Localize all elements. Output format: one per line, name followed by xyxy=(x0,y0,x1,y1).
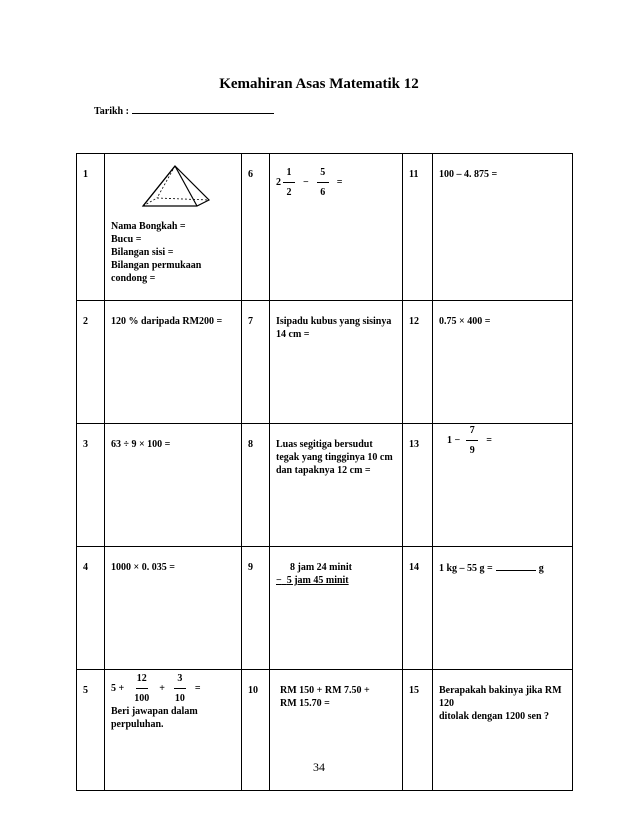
question-number: 8 xyxy=(242,424,270,547)
question-number: 6 xyxy=(242,154,270,301)
text-line: Beri jawapan dalam xyxy=(111,706,198,717)
text-line: ditolak dengan 1200 sen ? xyxy=(439,711,550,722)
page-number: 34 xyxy=(313,760,325,774)
fraction xyxy=(132,672,151,705)
operator: − xyxy=(303,177,309,188)
question-9 xyxy=(270,547,403,670)
operator: + xyxy=(159,683,165,694)
fraction-bar xyxy=(283,182,295,183)
question-number: 9 xyxy=(242,547,270,670)
fraction-bar xyxy=(136,688,148,689)
denominator: 9 xyxy=(469,445,475,456)
question-2: 120 % daripada RM200 = xyxy=(105,301,242,424)
text-line: Bilangan permukaan xyxy=(111,260,202,271)
question-number: 11 xyxy=(403,154,433,301)
question-8 xyxy=(270,424,403,547)
answer-blank xyxy=(496,561,536,571)
numerator: 7 xyxy=(469,425,475,436)
question-7 xyxy=(270,301,403,424)
question-number: 3 xyxy=(77,424,105,547)
fraction xyxy=(317,166,329,199)
denominator: 6 xyxy=(320,187,326,198)
unit: g xyxy=(538,563,544,574)
question-6 xyxy=(270,154,403,301)
worksheet-title: Kemahiran Asas Matematik 12 xyxy=(219,76,419,92)
table-row xyxy=(77,424,573,547)
question-number: 7 xyxy=(242,301,270,424)
question-14 xyxy=(433,547,573,670)
date-blank-line xyxy=(132,104,274,114)
numerator: 12 xyxy=(136,673,147,684)
text-line: RM 150 + RM 7.50 + xyxy=(280,685,370,696)
whole-number: 2 xyxy=(276,177,281,188)
fraction-bar xyxy=(466,440,478,441)
time-line-1: 8 jam 24 minit xyxy=(290,562,352,573)
text-line: Nama Bongkah = xyxy=(111,221,186,232)
question-number: 4 xyxy=(77,547,105,670)
date-field xyxy=(94,104,274,117)
text-line: tegak yang tingginya 10 cm xyxy=(276,452,393,463)
table-row xyxy=(77,154,573,301)
text-line: 14 cm = xyxy=(276,329,310,340)
table-row xyxy=(77,301,573,424)
operator: − xyxy=(276,575,282,586)
text-line: Bilangan sisi = xyxy=(111,247,174,258)
question-number: 10 xyxy=(242,670,270,791)
denominator: 2 xyxy=(286,187,292,198)
question-grid xyxy=(76,153,573,791)
question-number: 13 xyxy=(403,424,433,547)
table-row xyxy=(77,547,573,670)
denominator: 10 xyxy=(174,693,185,704)
numerator: 5 xyxy=(320,167,326,178)
text-line: Bucu = xyxy=(111,234,142,245)
text-line: RM 15.70 = xyxy=(280,698,330,709)
fraction xyxy=(283,166,295,199)
question-13 xyxy=(433,424,573,547)
numerator: 3 xyxy=(177,673,183,684)
fraction xyxy=(466,424,478,457)
question-number: 12 xyxy=(403,301,433,424)
text-line: condong = xyxy=(111,273,156,284)
numerator: 1 xyxy=(286,167,292,178)
text-line: perpuluhan. xyxy=(111,719,164,730)
question-text: 1 kg – 55 g = xyxy=(439,563,493,574)
time-line-2 xyxy=(276,574,398,587)
text-line: Berapakah bakinya jika RM 120 xyxy=(439,685,562,709)
text-line: Luas segitiga bersudut xyxy=(276,439,373,450)
question-1 xyxy=(105,154,242,301)
question-number: 5 xyxy=(77,670,105,791)
date-label: Tarikh : xyxy=(94,106,129,117)
equals: = xyxy=(194,683,201,694)
denominator: 100 xyxy=(134,693,150,704)
text-line: dan tapaknya 12 cm = xyxy=(276,465,371,476)
question-4: 1000 × 0. 035 = xyxy=(105,547,242,670)
question-number: 15 xyxy=(403,670,433,791)
fraction xyxy=(173,672,187,705)
question-12: 0.75 × 400 = xyxy=(433,301,573,424)
equals: = xyxy=(336,177,343,188)
fraction-bar xyxy=(174,688,186,689)
expression-lead: 1 − xyxy=(447,435,461,446)
text-line: Isipadu kubus yang sisinya xyxy=(276,316,392,327)
time-value: 5 jam 45 minit xyxy=(286,575,349,586)
question-3: 63 ÷ 9 × 100 = xyxy=(105,424,242,547)
expression-lead: 5 + xyxy=(111,683,125,694)
question-11: 100 – 4. 875 = xyxy=(433,154,573,301)
fraction-bar xyxy=(317,182,329,183)
question-number: 1 xyxy=(77,154,105,301)
equals: = xyxy=(486,435,492,446)
question-number: 2 xyxy=(77,301,105,424)
pyramid-icon xyxy=(135,162,215,218)
question-number: 14 xyxy=(403,547,433,670)
